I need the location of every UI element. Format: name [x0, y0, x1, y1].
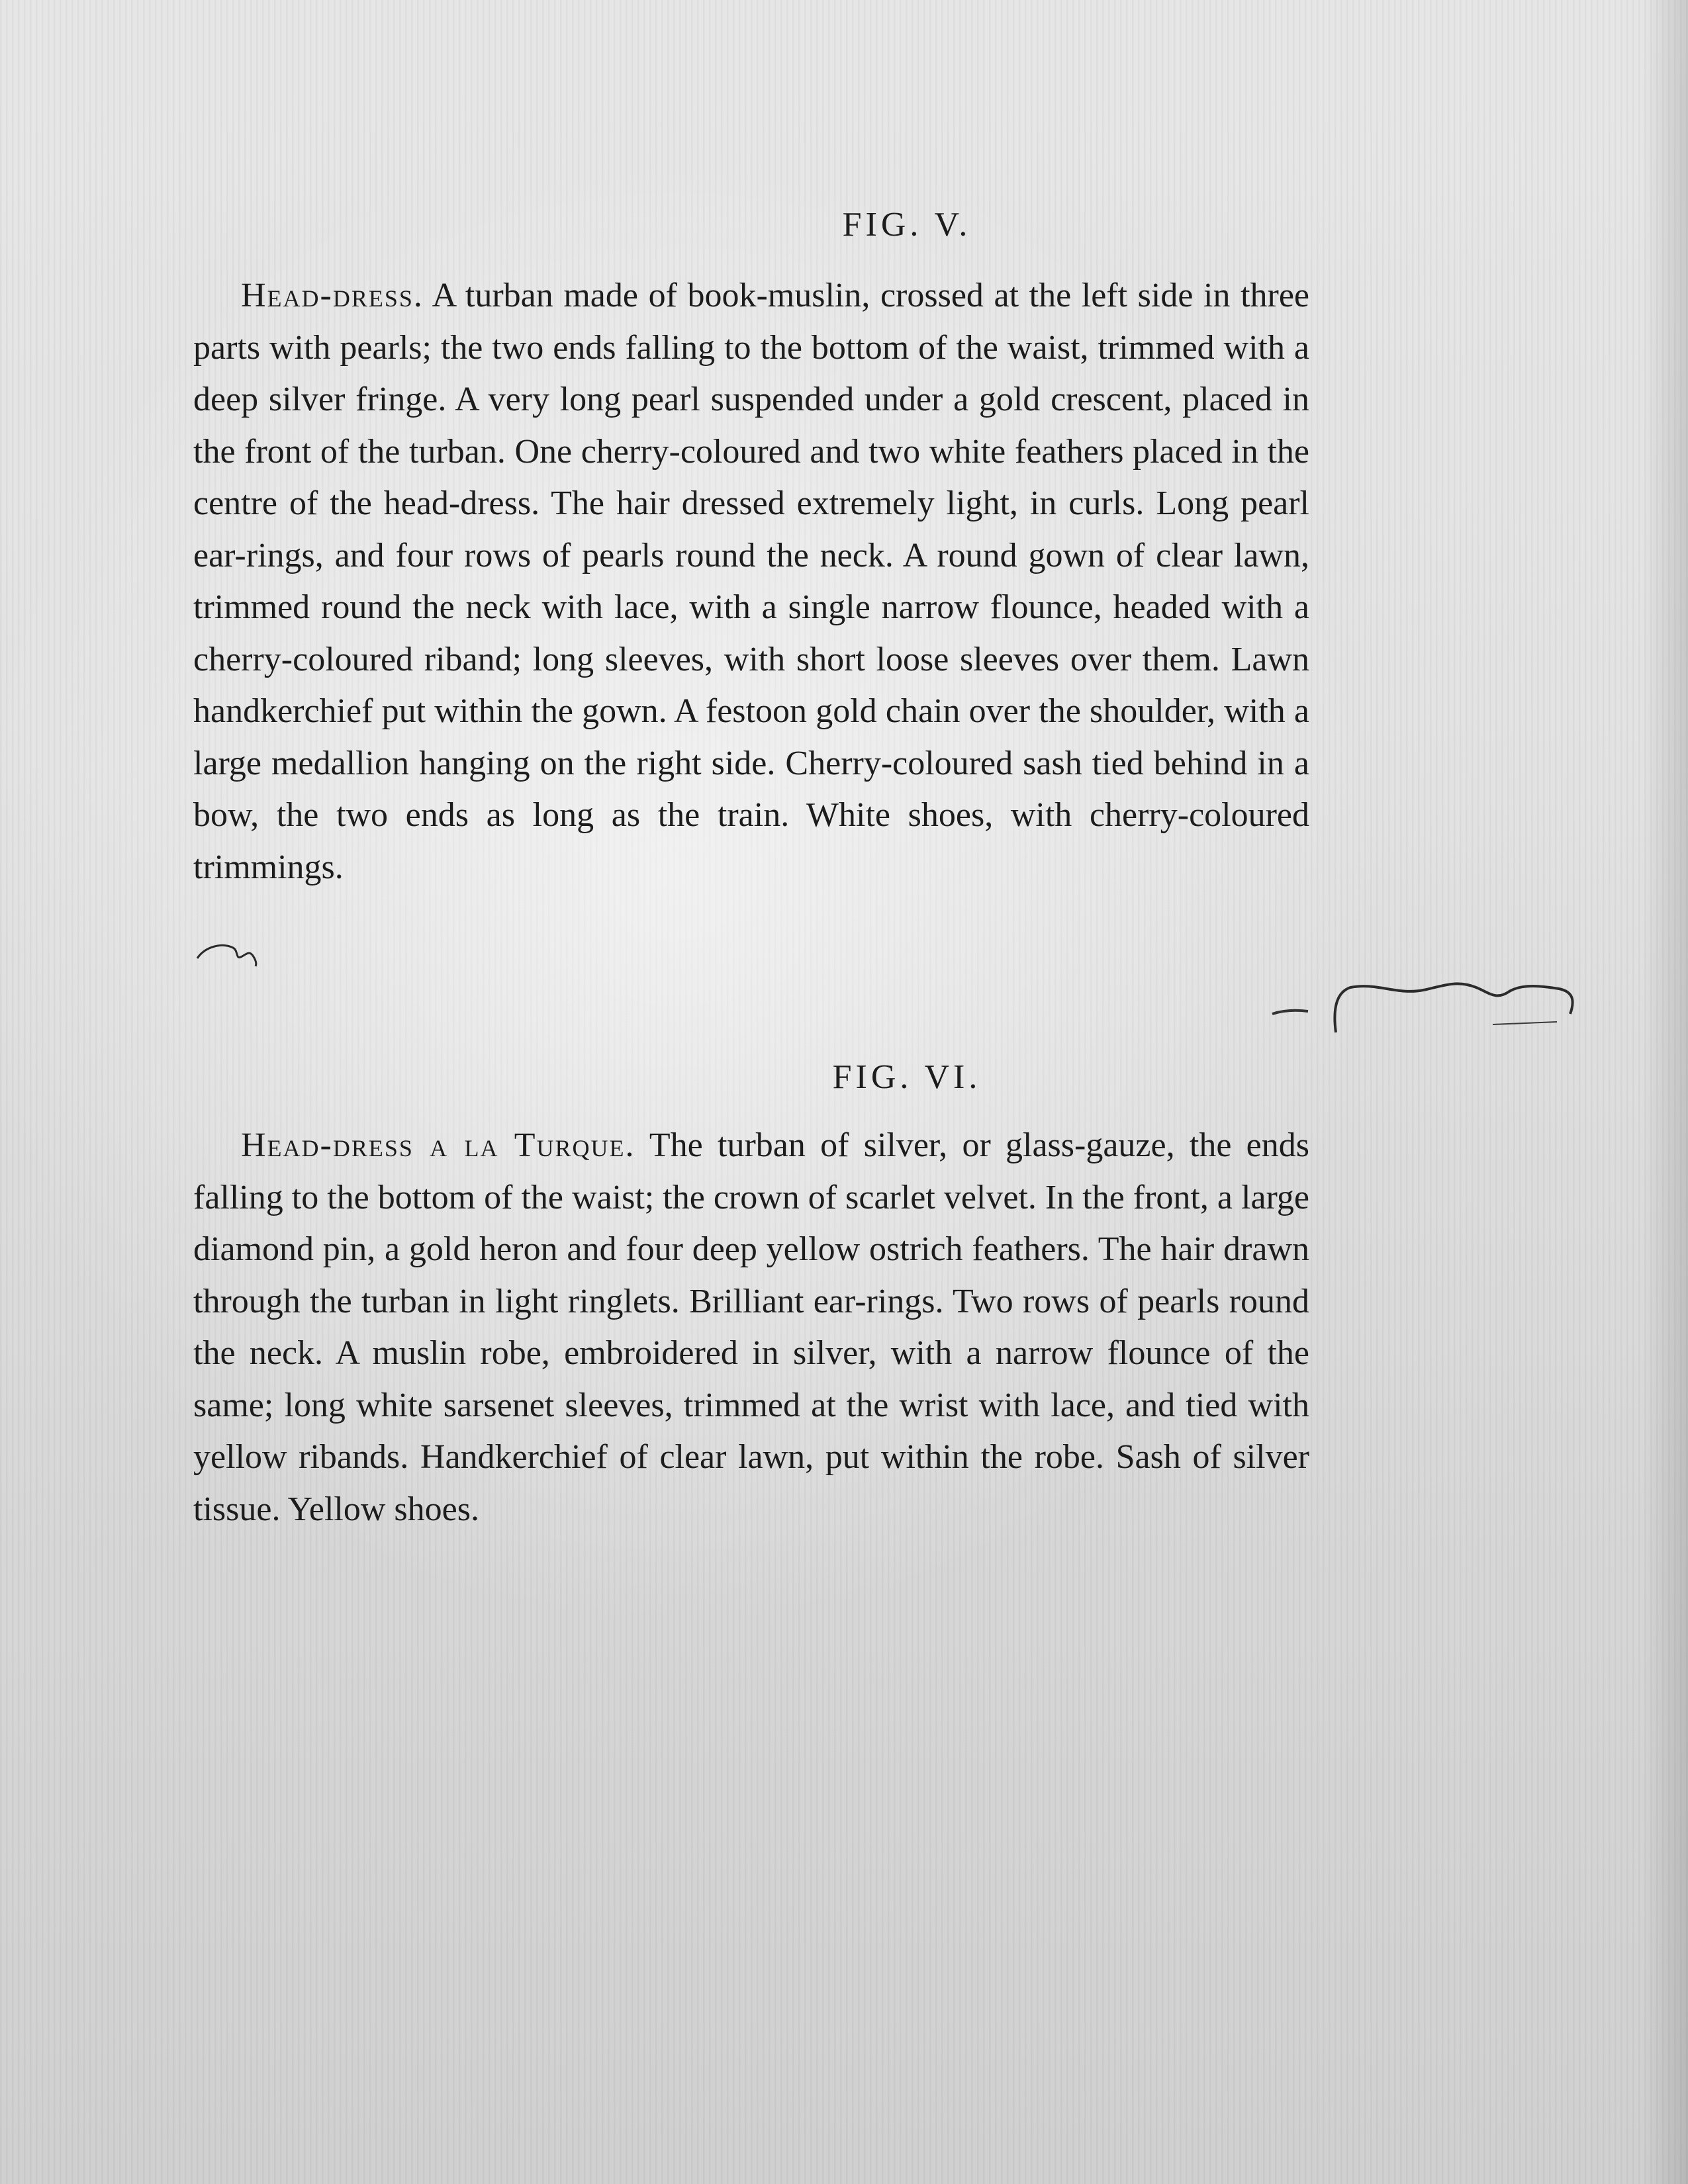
pencil-bracket-mark	[1324, 953, 1589, 1052]
fig-5-lead: Head-dress.	[241, 277, 424, 314]
fig-5-body: A turban made of book-muslin, crossed at the left side in three parts with pearls; the two ends falling to the bottom of the waist, trimmed with a deep silver fringe. A very long pearl suspended under a gold crescent, placed in the front of the turban. One cherry-coloured and two white feathers placed in the centre of the head-dress. The hair dressed extremely light, in curls. Long pearl ear-rings, and four rows of pearls round the neck. A round gown of clear lawn, trimmed round the neck with lace, with a single narrow flounce, headed with a cherry-coloured riband; long sleeves, with short loose sleeves over them. Lawn handkerchief put within the gown. A festoon gold chain over the shoulder, with a large medallion hanging on the right side. Cherry-coloured sash tied behind in a bow, the two ends as long as the train. White shoes, with cherry-coloured trimmings.	[193, 277, 1309, 886]
fig-6-body: The turban of silver, or glass-gauze, the ends falling to the bottom of the waist; the crown of scarlet velvet. In the front, a large diamond pin, a gold heron and four deep yellow ostrich feathers. The hair drawn through the turban in light ringlets. Brilliant ear-rings. Two rows of pearls round the neck. A muslin robe, embroidered in silver, with a narrow flounce of the same; long white sarsenet sleeves, trimmed at the wrist with lace, and tied with yellow ribands. Handkerchief of clear lawn, put within the robe. Sash of silver tissue. Yellow shoes.	[193, 1126, 1309, 1528]
fig-6-heading: FIG. VI.	[832, 1058, 982, 1096]
fig-6-description	[193, 1120, 1309, 1535]
fig-5-description	[193, 270, 1309, 893]
fig-5-heading: FIG. V.	[842, 206, 972, 244]
pencil-curl-mark	[192, 933, 271, 973]
fig-6-lead: Head-dress a la Turque.	[241, 1126, 635, 1164]
stray-dash-mark	[1271, 1006, 1311, 1019]
